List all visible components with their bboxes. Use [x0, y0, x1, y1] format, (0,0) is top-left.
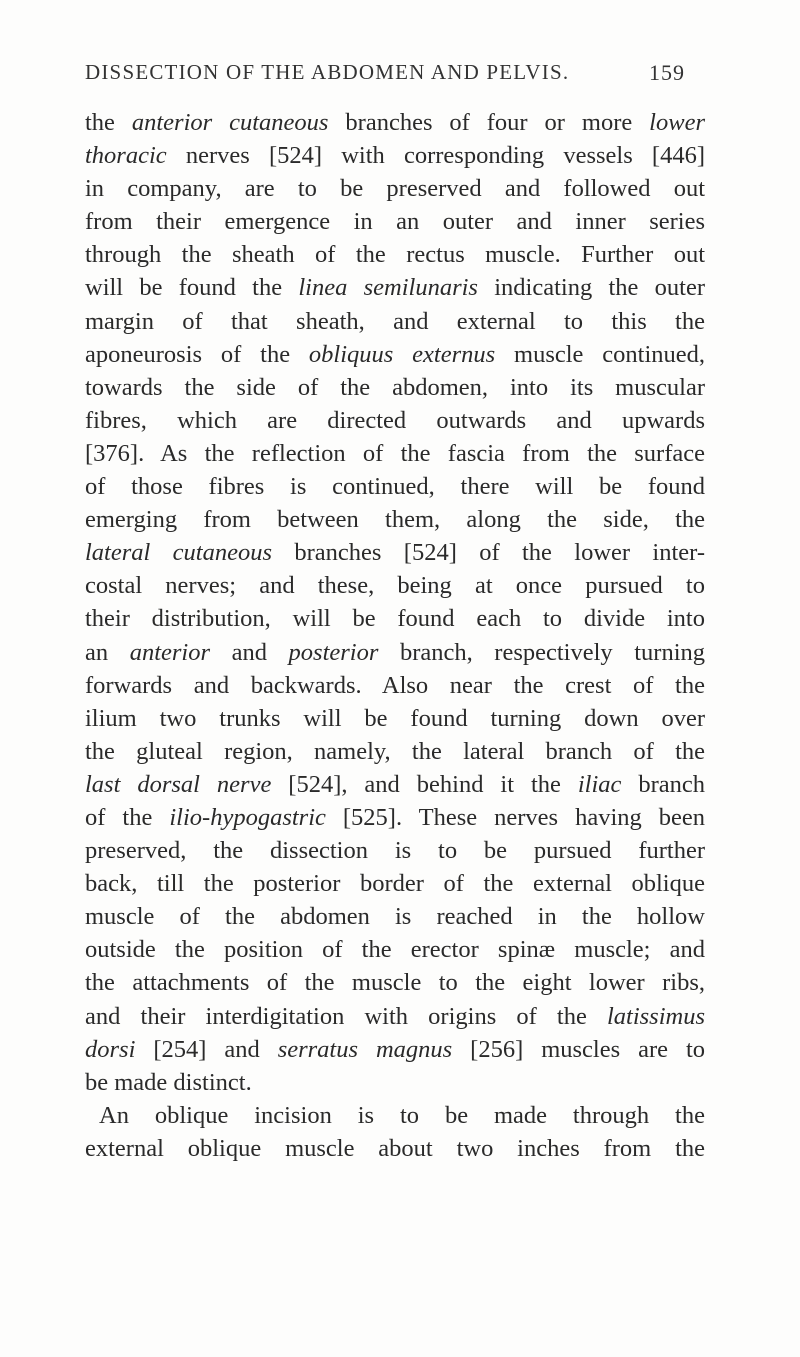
text-segment: forwards and backwards. Also near the crest of the: [85, 671, 705, 699]
text-segment: towards the side of the abdomen, into its muscular: [85, 373, 705, 401]
text-segment: branch, respectively turning: [378, 638, 706, 666]
text-segment: ilium two trunks will be found turning down over: [85, 704, 705, 732]
text-segment: emerging from between them, along the side, the: [85, 506, 705, 534]
body-text: [85, 106, 705, 1165]
text-segment: [524], and behind it the: [271, 770, 578, 798]
text-segment: external oblique muscle about two inches from the: [85, 1134, 705, 1162]
italic-term: lateral cutaneous: [85, 539, 273, 567]
text-line: [85, 867, 705, 900]
text-segment: preserved, the dissection is to be pursued further: [85, 837, 705, 865]
text-line: [85, 404, 705, 437]
text-line: [85, 669, 705, 702]
italic-term: iliac: [577, 770, 622, 798]
italic-term: thoracic: [85, 142, 167, 170]
italic-term: ilio-hypogastric: [169, 803, 326, 831]
text-segment: of those fibres is continued, there will be found: [85, 473, 705, 501]
text-segment: branch: [621, 770, 705, 798]
text-line: [85, 536, 705, 569]
italic-term: obliquus externus: [308, 340, 496, 368]
text-segment: back, till the posterior border of the external oblique: [85, 870, 705, 898]
text-line: [85, 702, 705, 735]
text-segment: [376]. As the reflection of the fascia from the surface: [85, 439, 705, 467]
text-line: [85, 1099, 705, 1132]
text-line: [85, 238, 705, 271]
italic-term: serratus magnus: [277, 1035, 453, 1063]
text-segment: indicating the outer: [477, 274, 705, 302]
text-segment: branches [524] of the lower inter-: [272, 539, 705, 567]
text-line: [85, 735, 705, 768]
text-line: [85, 271, 705, 304]
text-line: [85, 1000, 705, 1033]
text-line: [85, 338, 705, 371]
text-line: [85, 437, 705, 470]
text-segment: margin of that sheath, and external to this the: [85, 307, 705, 335]
text-line: [85, 305, 705, 338]
text-line: [85, 1066, 705, 1099]
text-segment: muscle of the abdomen is reached in the hollow: [85, 903, 705, 931]
text-line: [85, 602, 705, 635]
text-line: [85, 801, 705, 834]
text-segment: will be found the: [85, 274, 299, 302]
text-segment: [525]. These nerves having been: [325, 803, 706, 831]
text-segment: through the sheath of the rectus muscle. Further out: [85, 241, 705, 269]
text-segment: nerves [524] with corresponding vessels [446]: [166, 142, 705, 170]
italic-term: linea semilunaris: [298, 274, 478, 302]
text-line: [85, 933, 705, 966]
text-segment: their distribution, will be found each to divide into: [85, 605, 705, 633]
text-segment: the: [85, 109, 132, 136]
italic-term: last dorsal nerve: [85, 770, 272, 798]
running-head: [85, 60, 685, 96]
italic-term: lower: [649, 109, 705, 136]
text-segment: branches of four or more: [328, 109, 650, 136]
text-line: [85, 470, 705, 503]
text-segment: [256] muscles are to: [452, 1035, 706, 1063]
italic-term: anterior: [129, 638, 211, 666]
text-line: [85, 1033, 705, 1066]
text-segment: costal nerves; and these, being at once pursued to: [85, 572, 705, 600]
text-segment: the gluteal region, namely, the lateral branch of the: [85, 737, 705, 765]
text-line: [85, 900, 705, 933]
text-segment: and: [210, 638, 289, 666]
italic-term: latissimus: [606, 1002, 705, 1030]
text-segment: of the: [85, 803, 170, 831]
text-segment: [254] and: [135, 1035, 278, 1063]
text-segment: outside the position of the erector spinæ muscle; and: [85, 936, 705, 964]
text-segment: an: [85, 638, 130, 666]
text-segment: from their emergence in an outer and inner series: [85, 208, 705, 236]
text-line: [85, 636, 705, 669]
text-line: [85, 1132, 705, 1165]
italic-term: anterior cutaneous: [131, 109, 329, 136]
text-line: [85, 768, 705, 801]
text-line: [85, 503, 705, 536]
text-segment: in company, are to be preserved and followed out: [85, 175, 705, 203]
running-title: DISSECTION OF THE ABDOMEN AND PELVIS.: [85, 60, 570, 84]
text-line: [85, 205, 705, 238]
text-line: [85, 106, 705, 139]
italic-term: dorsi: [85, 1035, 136, 1063]
text-segment: muscle continued,: [495, 340, 705, 368]
text-segment: the attachments of the muscle to the eight lower ribs,: [85, 969, 705, 997]
text-line: [85, 371, 705, 404]
text-line: [85, 172, 705, 205]
text-segment: be made distinct.: [85, 1068, 252, 1096]
text-line: [85, 966, 705, 999]
text-line: [85, 139, 705, 172]
text-segment: and their interdigitation with origins of the: [85, 1002, 607, 1030]
page-number: 159: [649, 60, 685, 85]
italic-term: posterior: [288, 638, 379, 666]
text-line: [85, 834, 705, 867]
text-segment: An oblique incision is to be made through the: [99, 1101, 705, 1129]
text-line: [85, 569, 705, 602]
text-segment: aponeurosis of the: [85, 340, 309, 368]
text-segment: fibres, which are directed outwards and upwards: [85, 406, 705, 434]
